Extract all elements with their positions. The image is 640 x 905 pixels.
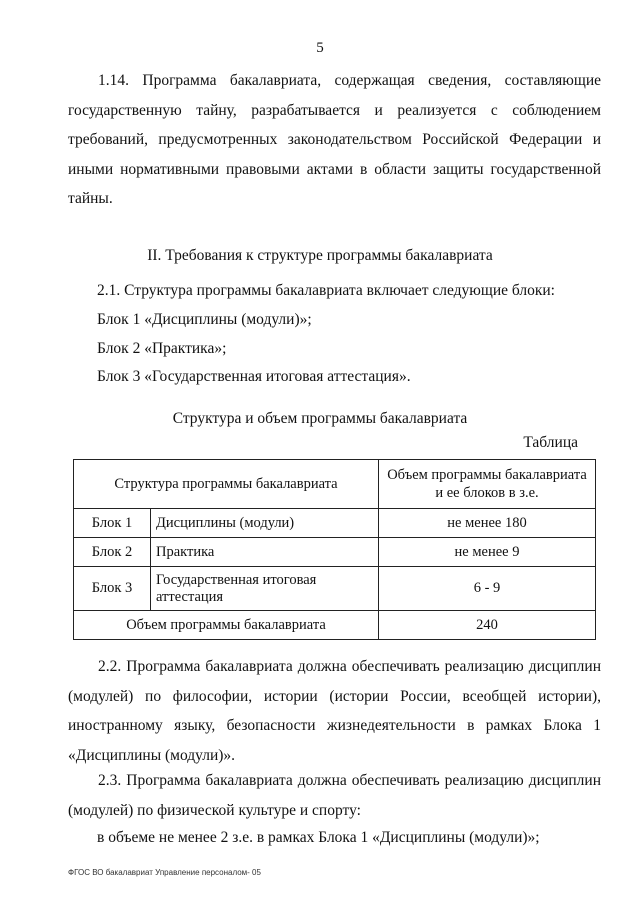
paragraph-2-2: 2.2. Программа бакалавриата должна обеспечивать реализацию дисциплин (модулей) по философии, истории (истории России, всеобщей истории), иностранному языку, безопасности жизнедеятельности в рамках Блока 1 «Дисциплины (модули)».	[68, 658, 601, 764]
table-label: Таблица	[523, 434, 578, 451]
cell-name: Практика	[151, 538, 379, 567]
paragraph-2-3-item: в объеме не менее 2 з.е. в рамках Блока 1 «Дисциплины (модули)»;	[97, 829, 540, 846]
paragraph-2-1: 2.1. Структура программы бакалавриата включает следующие блоки:	[97, 282, 555, 299]
cell-name: Дисциплины (модули)	[151, 509, 379, 538]
table-header-row	[74, 460, 596, 509]
cell-name: Государственная итоговая аттестация	[151, 567, 379, 611]
cell-volume: не менее 180	[379, 509, 596, 538]
table-row	[74, 538, 596, 567]
total-value: 240	[379, 611, 596, 640]
block-3-item: Блок 3 «Государственная итоговая аттестация».	[97, 368, 411, 385]
header-volume: Объем программы бакалавриата и ее блоков в з.е.	[379, 460, 596, 509]
paragraph-2-3: 2.3. Программа бакалавриата должна обеспечивать реализацию дисциплин (модулей) по физической культуре и спорту:	[68, 772, 601, 819]
paragraph-1-14: 1.14. Программа бакалавриата, содержащая сведения, составляющие государственную тайну, разрабатывается и реализуется с соблюдением требований, предусмотренных законодательством Российской Федерации и иными нормативными правовыми актами в области защиты государственной тайны.	[68, 72, 601, 207]
cell-block: Блок 3	[74, 567, 151, 611]
cell-block: Блок 2	[74, 538, 151, 567]
cell-volume: 6 - 9	[379, 567, 596, 611]
table-title: Структура и объем программы бакалавриата	[172, 410, 468, 427]
section-heading: II. Требования к структуре программы бакалавриата	[147, 247, 493, 264]
block-2-item: Блок 2 «Практика»;	[97, 340, 227, 357]
cell-block: Блок 1	[74, 509, 151, 538]
page-number: 5	[316, 40, 324, 56]
table-row	[74, 509, 596, 538]
table-total-row	[74, 611, 596, 640]
cell-volume: не менее 9	[379, 538, 596, 567]
program-structure-table	[73, 459, 596, 640]
block-1-item: Блок 1 «Дисциплины (модули)»;	[97, 311, 312, 328]
header-structure: Структура программы бакалавриата	[74, 460, 379, 509]
footer-document-code: ФГОС ВО бакалавриат Управление персоналом- 05	[68, 868, 261, 877]
table-row	[74, 567, 596, 611]
total-label: Объем программы бакалавриата	[74, 611, 379, 640]
